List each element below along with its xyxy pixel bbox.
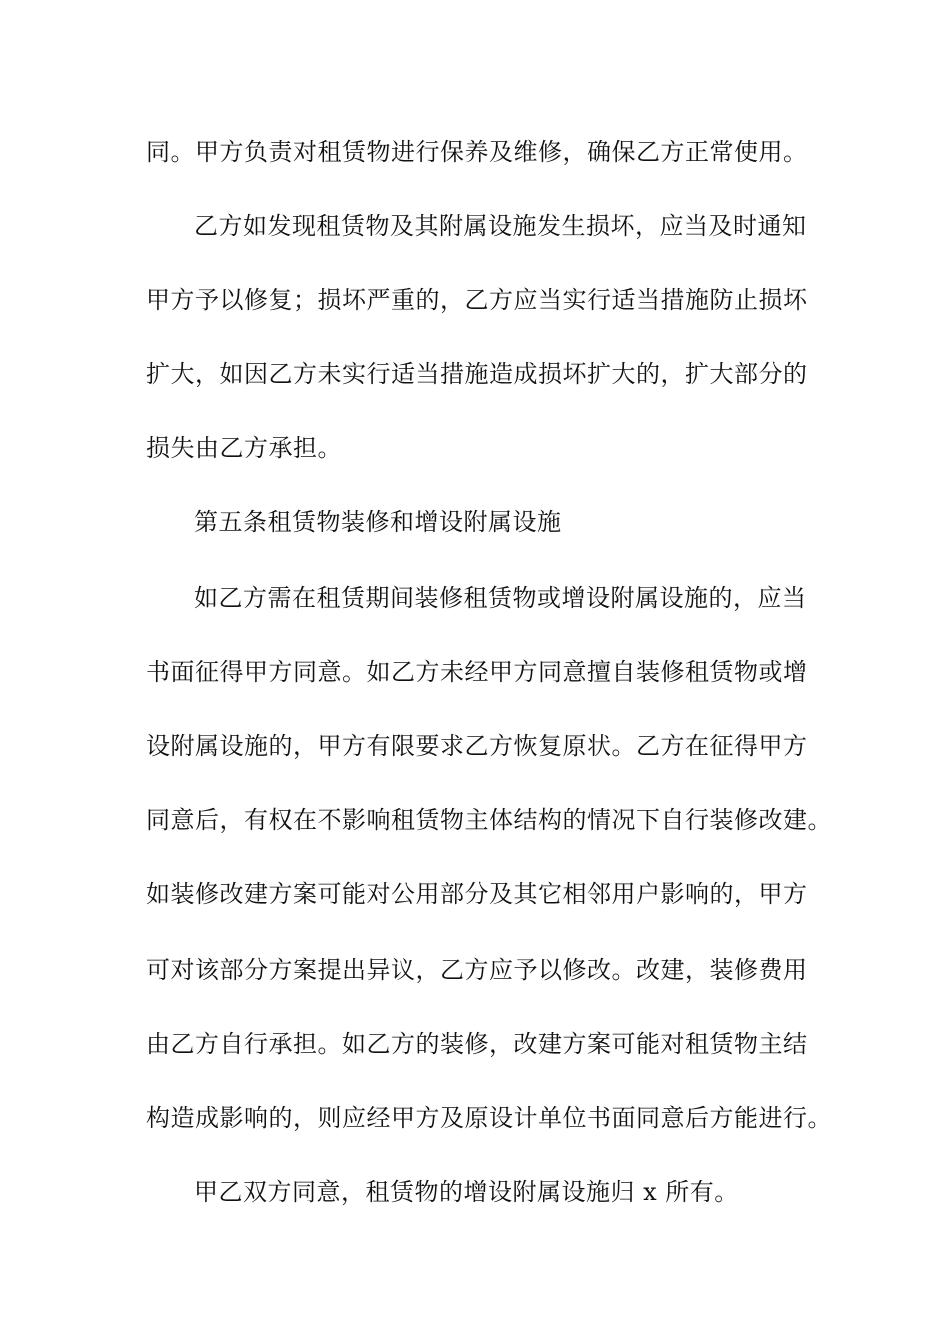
text-line: 同意后，有权在不影响租赁物主体结构的情况下自行装修改建。 xyxy=(146,806,832,834)
text-line: 扩大，如因乙方未实行适当措施造成损坏扩大的，扩大部分的 xyxy=(146,360,808,388)
text-line: 由乙方自行承担。如乙方的装修，改建方案可能对租赁物主结 xyxy=(146,1030,808,1058)
text-line: 可对该部分方案提出异议，乙方应予以修改。改建，装修费用 xyxy=(146,956,808,984)
text-line: 构造成影响的，则应经甲方及原设计单位书面同意后方能进行。 xyxy=(146,1104,832,1132)
text-line: 甲方予以修复；损坏严重的，乙方应当实行适当措施防止损坏 xyxy=(146,286,808,314)
text-line: 如装修改建方案可能对公用部分及其它相邻用户影响的，甲方 xyxy=(146,880,808,908)
text-line: 损失由乙方承担。 xyxy=(146,434,342,462)
text-line: 同。甲方负责对租赁物进行保养及维修，确保乙方正常使用。 xyxy=(146,138,808,166)
paragraph-start-line: 甲乙双方同意，租赁物的增设附属设施归 x 所有。 xyxy=(194,1178,739,1206)
text-line: 设附属设施的，甲方有限要求乙方恢复原状。乙方在征得甲方 xyxy=(146,732,808,760)
text-line: 书面征得甲方同意。如乙方未经甲方同意擅自装修租赁物或增 xyxy=(146,658,808,686)
article-heading: 第五条租赁物装修和增设附属设施 xyxy=(194,508,562,536)
paragraph-start-line: 乙方如发现租赁物及其附属设施发生损坏，应当及时通知 xyxy=(194,212,807,240)
paragraph-start-line: 如乙方需在租赁期间装修租赁物或增设附属设施的，应当 xyxy=(194,584,807,612)
